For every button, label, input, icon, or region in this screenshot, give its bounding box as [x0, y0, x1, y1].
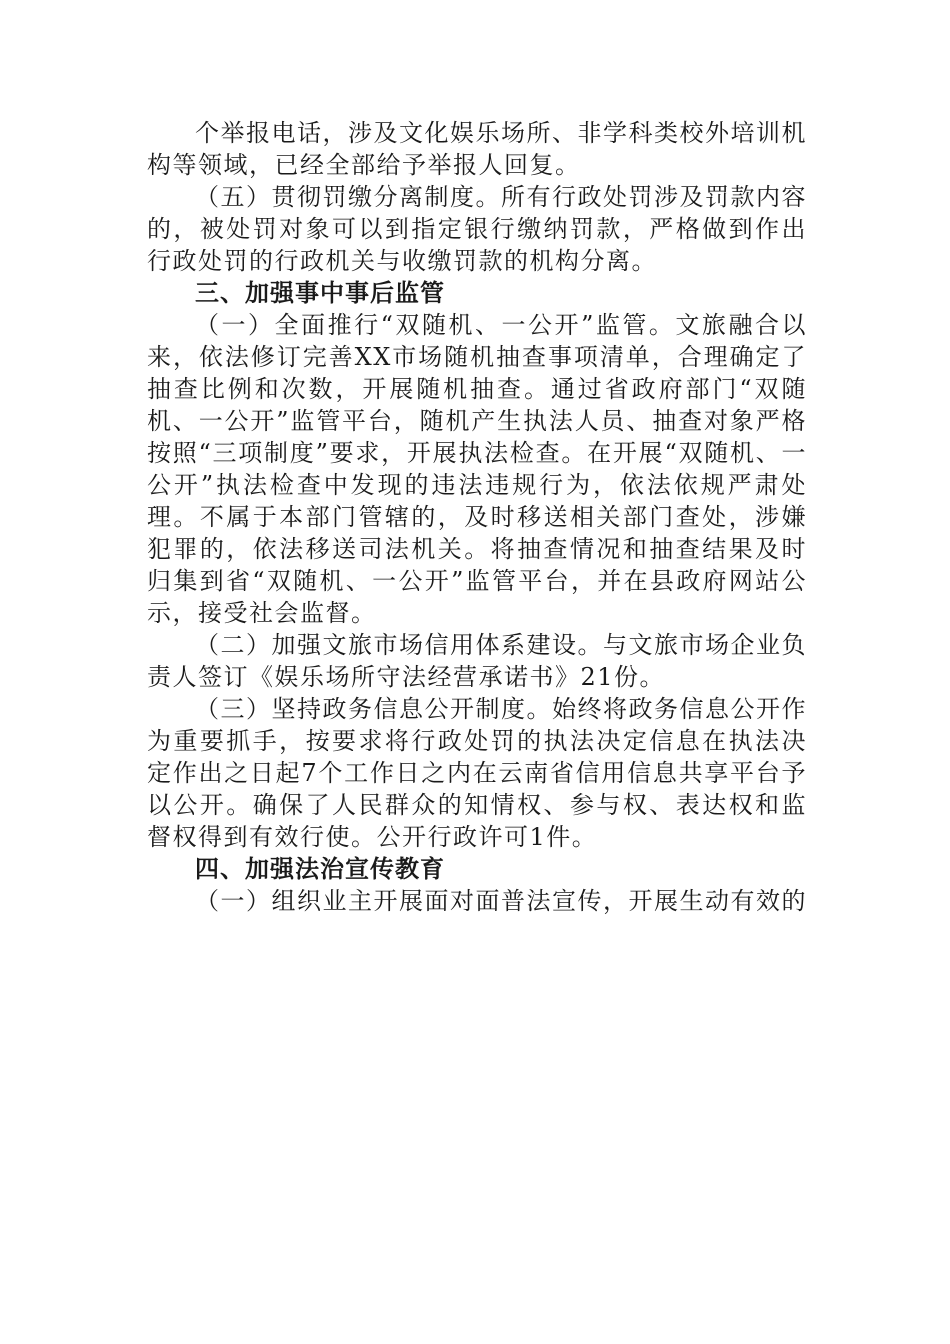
paragraph-credit-system: （二）加强文旅市场信用体系建设。与文旅市场企业负责人签订《娱乐场所守法经营承诺书》21份。 [147, 631, 807, 691]
section-heading-legal-education: 四、加强法治宣传教育 [195, 855, 445, 883]
paragraph-info-disclosure: （三）坚持政务信息公开制度。始终将政务信息公开作为重要抓手，按要求将行政处罚的执法决定信息在执法决定作出之日起7个工作日之内在云南省信用信息共享平台予以公开。确保了人民群众的知情权、参与权、表达权和监督权得到有效行使。公开行政许可1件。 [147, 695, 807, 851]
paragraph-face-to-face-education: （一）组织业主开展面对面普法宣传，开展生动有效的 [195, 887, 807, 915]
document-body [147, 117, 807, 917]
paragraph-fine-separation: （五）贯彻罚缴分离制度。所有行政处罚涉及罚款内容的，被处罚对象可以到指定银行缴纳罚款，严格做到作出行政处罚的行政机关与收缴罚款的机构分离。 [147, 183, 807, 275]
section-heading-supervision: 三、加强事中事后监管 [195, 279, 445, 307]
paragraph-complaint-hotline: 个举报电话，涉及文化娱乐场所、非学科类校外培训机构等领域，已经全部给予举报人回复。 [147, 119, 807, 179]
paragraph-double-random: （一）全面推行“双随机、一公开”监管。文旅融合以来，依法修订完善XX市场随机抽查事项清单，合理确定了抽查比例和次数，开展随机抽查。通过省政府部门“双随机、一公开”监管平台，随机产生执法人员、抽查对象严格按照“三项制度”要求，开展执法检查。在开展“双随机、一公开”执法检查中发现的违法违规行为，依法依规严肃处理。不属于本部门管辖的，及时移送相关部门查处，涉嫌犯罪的，依法移送司法机关。将抽查情况和抽查结果及时归集到省“双随机、一公开”监管平台，并在县政府网站公示，接受社会监督。 [147, 311, 807, 627]
